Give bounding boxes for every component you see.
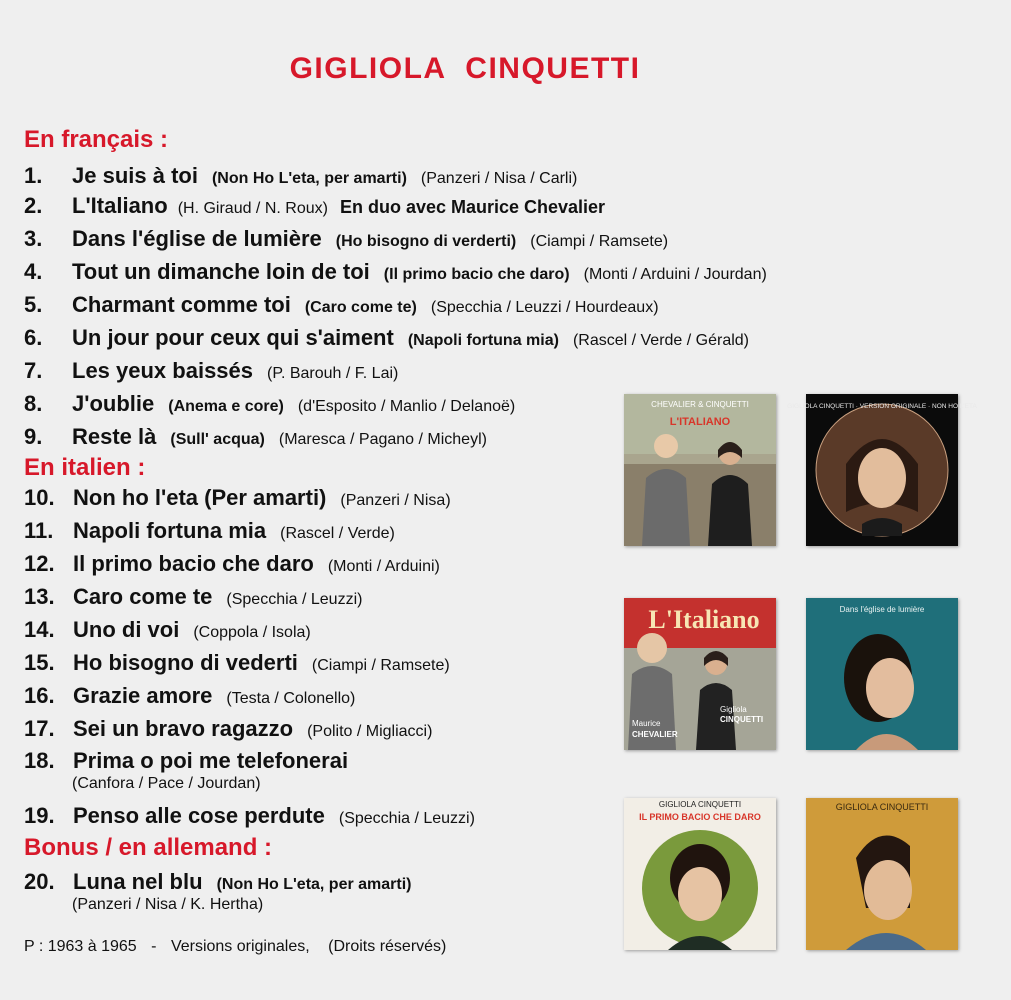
track-row [24,712,432,745]
track-number: 5. [24,292,43,317]
track-credits: (d'Esposito / Manlio / Delanoë) [297,398,516,415]
cover-gigliola-ochre [806,798,958,950]
track-credits: (Polito / Migliacci) [307,723,433,740]
track-original-title: (Sull' acqua) [170,431,265,448]
track-credits: (Ciampi / Ramsete) [311,657,450,674]
track-row [24,255,767,288]
track-number: 7. [24,358,43,383]
cover-dans-leglise [806,598,958,750]
track-title: Grazie amore [73,683,213,708]
track-title: Uno di voi [73,617,180,642]
cover-art [787,394,977,546]
track-title: Penso alle cose perdute [73,803,325,828]
track-row [24,222,668,255]
track-row [24,288,659,321]
track-original-title: (Non Ho L'eta, per amarti) [211,170,407,187]
track-original-title: (Caro come te) [304,299,417,316]
track-number: 20. [24,869,55,894]
track-credits: (Ciampi / Ramsete) [530,233,669,250]
track-row [24,865,412,898]
track-number: 2. [24,193,43,218]
track-credits: (Monti / Arduini / Jourdan) [583,266,767,283]
track-row [24,321,749,354]
cover-non-ho-leta [787,394,977,546]
track-row [24,189,605,222]
track-original-title: (Il primo bacio che daro) [383,266,570,283]
album-title: GIGLIOLA CINQUETTI [289,52,641,85]
track-row [24,580,362,613]
copyright-footer [24,938,446,956]
track-original-title: (Napoli fortuna mia) [407,332,559,349]
track-credits: (Specchia / Leuzzi) [226,591,363,608]
track-title: Je suis à toi [72,163,198,188]
cover-text: CHEVALIER & CINQUETTI [651,400,749,409]
cover-chevalier-cinquetti [624,394,776,546]
track-credits: (Testa / Colonello) [226,690,356,707]
track-number: 18. [24,748,55,773]
track-credits: (Canfora / Pace / Jourdan) [72,775,261,792]
track-credits: (Panzeri / Nisa) [340,492,451,509]
cover-text: Maurice [632,719,661,728]
track-number: 3. [24,226,43,251]
track-number: 8. [24,391,43,416]
cover-art [624,598,776,750]
track-original-title: (Anema e core) [168,398,284,415]
track-title: Ho bisogno di vederti [73,650,298,675]
track-credits: (Maresca / Pagano / Micheyl) [278,431,487,448]
track-number: 16. [24,683,55,708]
section-heading-bonus: Bonus / en allemand : [24,834,273,861]
section-heading-italian: En italien : [24,454,146,481]
track-row [24,354,398,387]
track-original-title: (Ho bisogno di verderti) [335,233,517,250]
track-credits: (Panzeri / Nisa / Carli) [420,170,578,187]
track-row [24,613,311,646]
section-heading-french: En français : [24,126,169,153]
track-row [24,159,577,192]
track-credits: (Specchia / Leuzzi) [338,810,475,827]
track-number: 10. [24,485,55,510]
cover-text: CINQUETTI [720,715,764,724]
cover-art [806,798,958,950]
track-row [24,420,487,453]
track-row [24,679,355,712]
track-credits: (H. Giraud / N. Roux) [177,200,328,217]
track-number: 4. [24,259,43,284]
track-title: Dans l'église de lumière [72,226,322,251]
track-row [24,744,348,777]
publication-years: P : 1963 à 1965 [24,938,137,955]
track-title: J'oublie [72,391,155,416]
track-title: Napoli fortuna mia [73,518,267,543]
track-number: 14. [24,617,55,642]
track-number: 9. [24,424,43,449]
cover-art [624,798,776,950]
track-number: 1. [24,163,43,188]
track-row [24,514,395,547]
track-row [24,646,450,679]
cover-text: L'Italiano [648,605,760,634]
track-number: 13. [24,584,55,609]
track-number: 11. [24,518,54,543]
track-credits: (Monti / Arduini) [327,558,440,575]
cover-text: GIGLIOLA CINQUETTI [658,800,742,809]
track-number: 15. [24,650,55,675]
cover-litaliano [624,598,776,750]
cover-text: CHEVALIER [632,730,678,739]
track-title: Caro come te [73,584,213,609]
track-number: 17. [24,716,55,741]
cover-text: IL PRIMO BACIO CHE DARO [639,812,761,822]
track-credits: (Specchia / Leuzzi / Hourdeaux) [430,299,659,316]
track-row [24,799,475,832]
track-duo-note: En duo avec Maurice Chevalier [339,197,606,217]
track-credits: (Rascel / Verde) [280,525,395,542]
track-credits: (Coppola / Isola) [193,624,311,641]
rights-note: (Droits réservés) [328,938,447,955]
track-number: 19. [24,803,55,828]
separator: - [151,938,157,955]
track-credits: (Rascel / Verde / Gérald) [572,332,750,349]
track-title: Charmant comme toi [72,292,291,317]
track-title: Les yeux baissés [72,358,254,383]
track-credits: (Panzeri / Nisa / K. Hertha) [72,896,264,913]
track-title: Prima o poi me telefonerai [73,748,349,773]
cover-il-primo-bacio [624,798,776,950]
track-row [24,481,451,514]
cover-text: GIGLIOLA CINQUETTI [835,802,929,812]
track-credits: (P. Barouh / F. Lai) [267,365,399,382]
track-number: 6. [24,325,43,350]
track-title: Luna nel blu [73,869,203,894]
cover-text: GIGLIOLA CINQUETTI · VERSION ORIGINALE · NON HO L'ETA [787,403,977,410]
track-number: 12. [24,551,55,576]
versions-note: Versions originales, [170,938,310,955]
track-title: Sei un bravo ragazzo [73,716,294,741]
cover-text: L'ITALIANO [669,416,731,428]
cover-text: Gigliola [720,705,747,714]
track-row [24,387,515,420]
track-title: Non ho l'eta (Per amarti) [73,485,327,510]
track-original-title: (Non Ho L'eta, per amarti) [216,876,412,893]
track-title: L'Italiano [72,193,168,218]
cover-art [806,598,958,750]
cover-text: Dans l'église de lumière [839,605,925,614]
track-row [24,547,440,580]
track-title: Il primo bacio che daro [73,551,314,576]
track-title: Un jour pour ceux qui s'aiment [72,325,394,350]
track-title: Tout un dimanche loin de toi [72,259,370,284]
track-title: Reste là [72,424,157,449]
cover-art [624,394,776,546]
